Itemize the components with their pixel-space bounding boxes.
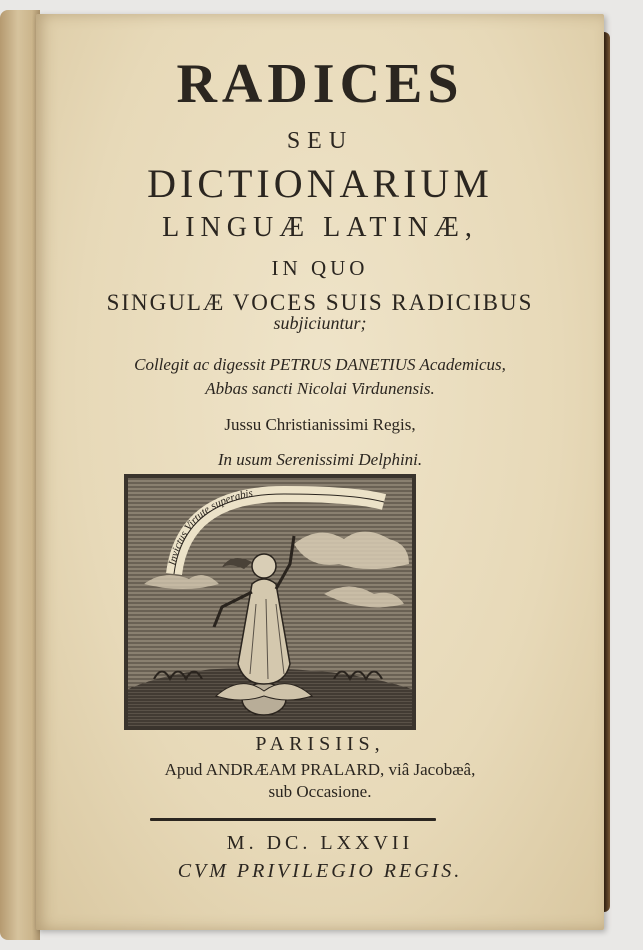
line-seu: SEU bbox=[286, 128, 354, 154]
line-linguae-latinae: LINGUÆ LATINÆ, bbox=[162, 212, 478, 243]
line-publisher: Apud ANDRÆAM PRALARD, viâ Jacobæâ, bbox=[164, 760, 476, 779]
line-in-quo: IN QUO bbox=[271, 256, 369, 280]
line-privilegio: CVM PRIVILEGIO REGIS. bbox=[177, 860, 463, 882]
book-title: RADICES bbox=[176, 53, 464, 115]
line-sub-occasione: sub Occasione. bbox=[268, 782, 372, 801]
line-abbas: Abbas sancti Nicolai Virdunensis. bbox=[205, 379, 435, 398]
line-in-usum-delphini: In usum Serenissimi Delphini. bbox=[217, 450, 423, 469]
engraving-illustration bbox=[124, 474, 416, 730]
line-author: Collegit ac digessit PETRUS DANETIUS Academicus, bbox=[134, 355, 506, 374]
book-cover-left-edge bbox=[0, 10, 40, 940]
line-jussu-regis: Jussu Christianissimi Regis, bbox=[224, 415, 416, 434]
engraving-motto: Invictus Virtute superabis bbox=[166, 487, 254, 567]
line-dictionarium: DICTIONARIUM bbox=[147, 161, 493, 206]
line-subjiciuntur: subjiciuntur; bbox=[273, 313, 367, 333]
line-parisiis: PARISIIS, bbox=[255, 733, 385, 755]
publication-date: M. DC. LXXVII bbox=[226, 832, 414, 854]
line-singulae-voces: SINGULÆ VOCES SUIS RADICIBUS bbox=[106, 290, 534, 315]
divider-rule bbox=[150, 818, 436, 821]
